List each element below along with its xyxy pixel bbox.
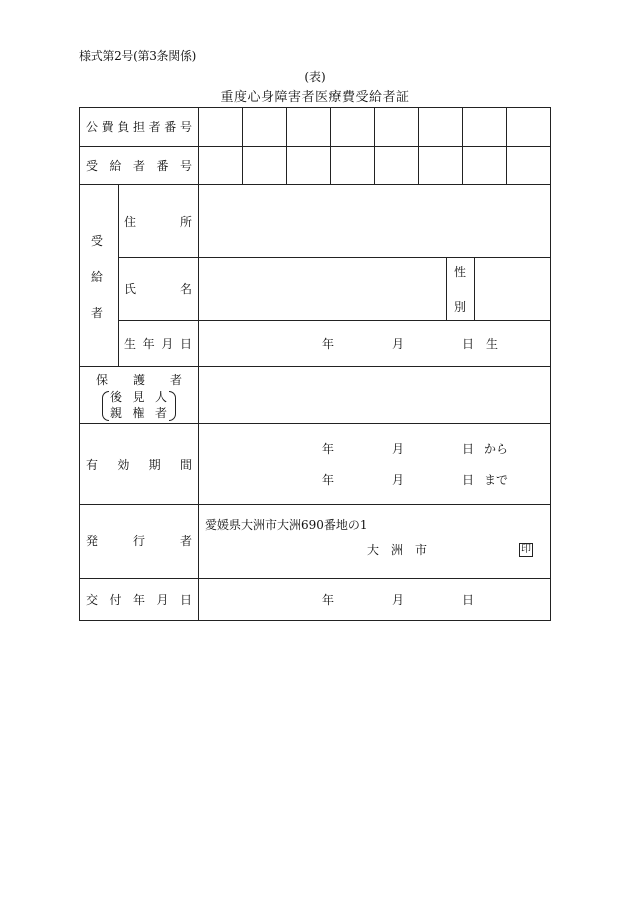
- recipient-group-label: [90, 234, 104, 320]
- label-char: 見: [132, 390, 145, 404]
- issue-month-unit: 月: [392, 593, 405, 607]
- issuer-address: 愛媛県大洲市大洲690番地の1: [205, 518, 368, 532]
- rule: [418, 146, 419, 185]
- label-char: 費: [101, 120, 114, 134]
- rule: [286, 107, 287, 147]
- rule: [506, 107, 507, 147]
- label-char: 番: [164, 120, 177, 134]
- rule: [198, 107, 199, 621]
- label-char: 者: [179, 534, 192, 548]
- label-char: 保: [96, 373, 109, 387]
- label-char: 生: [124, 337, 137, 351]
- issuer-label: [86, 534, 192, 548]
- label-char: 護: [132, 373, 145, 387]
- birth-suffix: 生: [486, 337, 499, 351]
- label-char: 月: [156, 593, 169, 607]
- label-char: 名: [179, 282, 192, 296]
- label-char: 交: [86, 593, 99, 607]
- payer-number-label: [86, 120, 192, 134]
- label-char: 発: [86, 534, 99, 548]
- birth-year-unit: 年: [322, 337, 335, 351]
- rule: [79, 578, 551, 579]
- seal-icon: 印: [521, 544, 531, 555]
- rule: [374, 107, 375, 147]
- label-char: 号: [179, 120, 192, 134]
- rule: [79, 184, 551, 185]
- label-char: 受: [86, 159, 99, 173]
- sex-label-top: 性: [454, 265, 467, 279]
- rule: [550, 107, 551, 621]
- address-label: [124, 215, 192, 229]
- validity-to-suffix: まで: [484, 473, 509, 487]
- label-char: 間: [179, 458, 192, 472]
- rule: [79, 620, 551, 621]
- validity-from-day-unit: 日: [462, 442, 475, 456]
- label-char: 日: [179, 593, 192, 607]
- rule: [330, 107, 331, 147]
- label-char: 権: [132, 406, 145, 420]
- label-char: 年: [132, 593, 145, 607]
- label-char: 給: [109, 159, 122, 173]
- sex-label-bottom: 別: [454, 300, 467, 314]
- rule: [118, 320, 551, 321]
- issue-date-label: [86, 593, 192, 607]
- guardian-sub-label-2: [110, 406, 167, 420]
- rule: [474, 257, 475, 321]
- label-char: 公: [86, 120, 99, 134]
- label-char: 受: [90, 234, 103, 248]
- bracket-right: [169, 391, 176, 421]
- rule: [374, 146, 375, 185]
- issue-day-unit: 日: [462, 593, 475, 607]
- label-char: 者: [154, 406, 167, 420]
- birth-date-label: [124, 337, 192, 351]
- label-char: 後: [110, 390, 123, 404]
- label-char: 月: [161, 337, 174, 351]
- issuer-name: 大 洲 市: [367, 543, 428, 557]
- bracket-left: [102, 391, 109, 421]
- rule: [79, 504, 551, 505]
- label-char: 号: [179, 159, 192, 173]
- rule: [118, 257, 551, 258]
- label-char: 有: [86, 458, 99, 472]
- rule: [242, 107, 243, 147]
- rule: [330, 146, 331, 185]
- rule: [446, 257, 447, 321]
- label-char: 行: [132, 534, 145, 548]
- validity-from-suffix: から: [484, 442, 509, 456]
- label-char: 番: [156, 159, 169, 173]
- label-char: 効: [117, 458, 130, 472]
- certificate-title: 重度心身障害者医療費受給者証: [220, 90, 410, 105]
- label-char: 者: [169, 373, 182, 387]
- validity-to-day-unit: 日: [462, 473, 475, 487]
- recipient-number-label: [86, 159, 192, 173]
- validity-label: [86, 458, 192, 472]
- label-char: 付: [109, 593, 122, 607]
- label-char: 日: [179, 337, 192, 351]
- guardian-label: [96, 373, 182, 387]
- label-char: 人: [154, 390, 167, 404]
- birth-month-unit: 月: [392, 337, 405, 351]
- label-char: 者: [132, 159, 145, 173]
- rule: [418, 107, 419, 147]
- label-char: 親: [110, 406, 123, 420]
- rule: [242, 146, 243, 185]
- rule: [462, 146, 463, 185]
- label-char: 負: [117, 120, 130, 134]
- rule: [79, 107, 80, 621]
- rule: [79, 423, 551, 424]
- label-char: 所: [179, 215, 192, 229]
- label-char: 者: [148, 120, 161, 134]
- rule: [506, 146, 507, 185]
- label-char: 年: [142, 337, 155, 351]
- label-char: 給: [90, 270, 103, 284]
- issue-year-unit: 年: [322, 593, 335, 607]
- label-char: 担: [132, 120, 145, 134]
- validity-from-year-unit: 年: [322, 442, 335, 456]
- name-label: [124, 282, 192, 296]
- rule: [286, 146, 287, 185]
- validity-to-month-unit: 月: [392, 473, 405, 487]
- validity-from-month-unit: 月: [392, 442, 405, 456]
- form-number-label: 様式第2号(第3条関係): [79, 49, 197, 63]
- label-char: 住: [124, 215, 137, 229]
- face-label: (表): [304, 70, 326, 84]
- validity-to-year-unit: 年: [322, 473, 335, 487]
- rule: [462, 107, 463, 147]
- rule: [79, 146, 551, 147]
- rule: [79, 107, 551, 108]
- label-char: 氏: [124, 282, 137, 296]
- birth-day-unit: 日: [462, 337, 475, 351]
- guardian-sub-label-1: [110, 390, 167, 404]
- label-char: 者: [90, 306, 103, 320]
- rule: [79, 366, 551, 367]
- rule: [118, 184, 119, 367]
- label-char: 期: [148, 458, 161, 472]
